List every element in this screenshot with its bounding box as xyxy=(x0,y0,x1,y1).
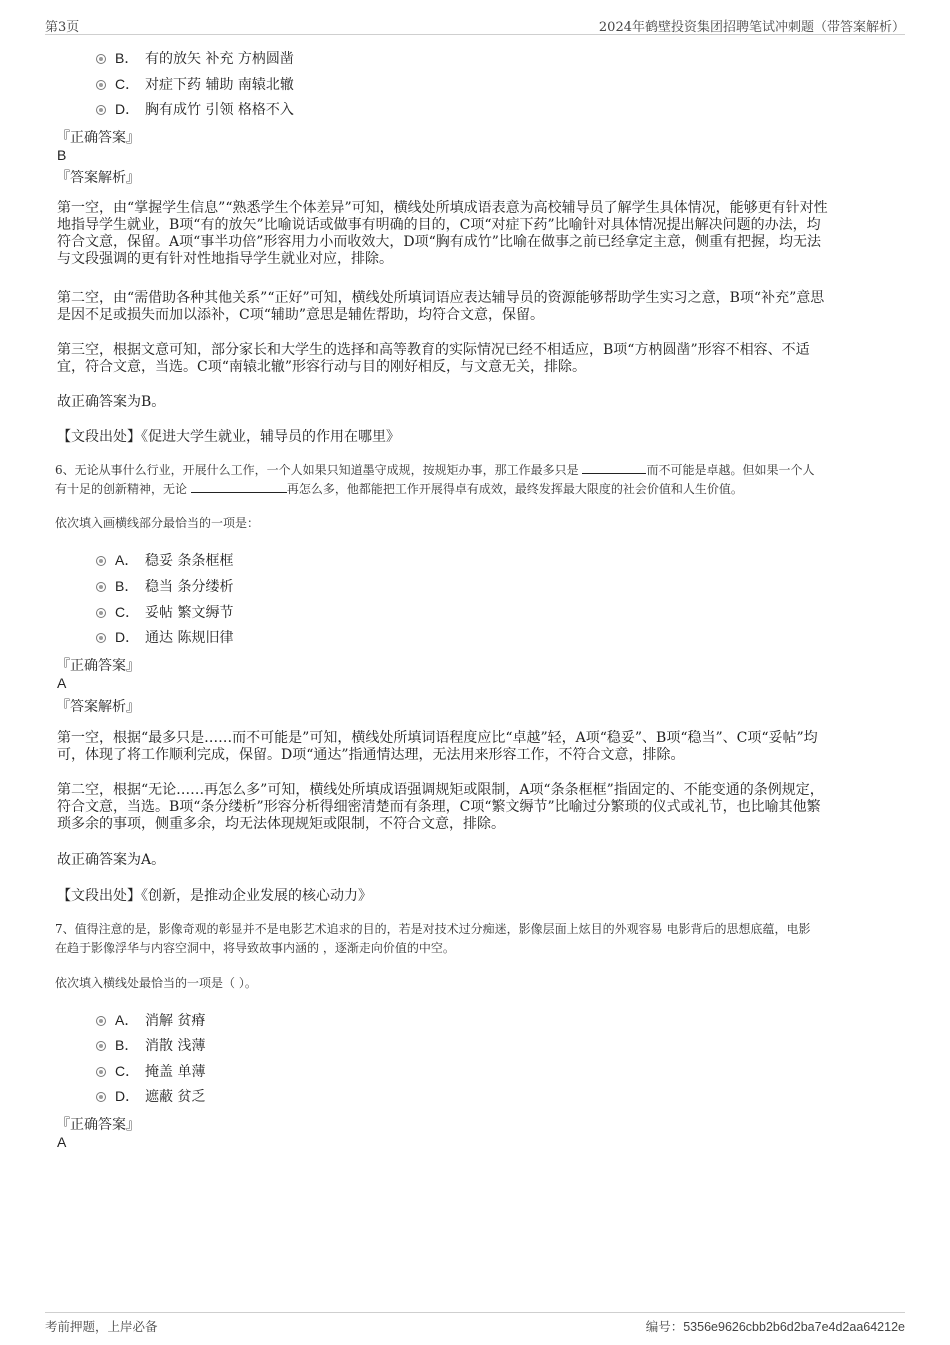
q6-analysis-label: 『答案解析』 xyxy=(56,699,140,715)
option-letter: C． xyxy=(115,76,140,92)
q5-analysis-para-1 xyxy=(57,200,895,268)
line: 符合文意，保留。A项“事半功倍”形容用力小而收效大，D项“胸有成竹”比喻在做事之前已经拿定主意，侧重有把握，均无法 xyxy=(57,234,821,250)
option-text: 有的放矢 补充 方枘圆凿 xyxy=(145,51,294,67)
stem-text: 而不可能是卓越。但如果一个人 xyxy=(646,463,815,477)
line: 符合文意，当选。B项“条分缕析”形容分析得细密清楚而有条理，C项“繁文缛节”比喻过分繁琐的仪式或礼节，也比喻其他繁 xyxy=(57,799,821,815)
document-code xyxy=(646,1317,905,1335)
q7-stem xyxy=(55,920,900,958)
radio-icon[interactable] xyxy=(96,1041,106,1051)
option-letter: B． xyxy=(115,578,139,594)
option-text: 遮蔽 贫乏 xyxy=(145,1089,206,1105)
radio-icon[interactable] xyxy=(96,582,106,592)
code-value: 5356e9626cbb2b6d2ba7e4d2aa64212e xyxy=(683,1320,905,1334)
page-header xyxy=(45,14,905,35)
option-letter: C． xyxy=(115,1063,140,1079)
q5-analysis-para-3 xyxy=(57,342,895,376)
q6-answer: A xyxy=(57,675,67,691)
line: 故正确答案为B。 xyxy=(57,394,166,410)
q5-conclusion xyxy=(57,394,895,411)
page-footer xyxy=(45,1312,905,1337)
line: 可，体现了将工作顺利完成，保留。D项“通达”指通情达理，无法用来形容工作，不符合文意，排除。 xyxy=(57,747,685,763)
stem-text: 有十足的创新精神，无论 xyxy=(55,482,191,496)
option-letter: D． xyxy=(115,1088,140,1104)
option-letter: A． xyxy=(115,1012,139,1028)
option-letter: D． xyxy=(115,629,140,645)
option-text: 对症下药 辅助 南辕北辙 xyxy=(145,77,294,93)
q6-answer-label: 『正确答案』 xyxy=(56,658,140,674)
q7-answer-label: 『正确答案』 xyxy=(56,1117,140,1133)
line: 琐多余的事项，侧重多余，均无法体现规矩或限制，不符合文意，排除。 xyxy=(57,816,505,832)
blank-line xyxy=(191,480,287,493)
q6-stem xyxy=(55,461,900,499)
line: 第一空，根据“最多只是……而不可能是”可知，横线处所填词语程度应比“卓越”轻，A项“稳妥”、B项“稳当”、C项“妥帖”均 xyxy=(57,730,818,746)
radio-icon[interactable] xyxy=(96,105,106,115)
q5-answer-label: 『正确答案』 xyxy=(56,130,140,146)
q6-analysis-para-2 xyxy=(57,782,895,833)
radio-icon[interactable] xyxy=(96,608,106,618)
option-letter: A． xyxy=(115,552,139,568)
radio-icon[interactable] xyxy=(96,633,106,643)
line: 第二空，由“需借助各种其他关系”“正好”可知，横线处所填词语应表达辅导员的资源能够帮助学生实习之意，B项“补充”意思 xyxy=(57,290,825,306)
code-label: 编号： xyxy=(645,1319,684,1334)
line: 第二空，根据“无论……再怎么多”可知，横线处所填成语强调规矩或限制，A项“条条框框”指固定的、不能变通的条例规定， xyxy=(57,782,824,798)
line: 故正确答案为A。 xyxy=(57,852,166,868)
footer-note: 考前押题，上岸必备 xyxy=(45,1319,158,1334)
option-letter: C． xyxy=(115,604,140,620)
q5-source: 【文段出处】《促进大学生就业，辅导员的作用在哪里》 xyxy=(57,429,400,445)
option-text: 消散 浅薄 xyxy=(145,1038,206,1054)
radio-icon[interactable] xyxy=(96,80,106,90)
q5-answer: B xyxy=(57,147,67,163)
q6-conclusion xyxy=(57,852,895,869)
option-letter: B． xyxy=(115,1037,139,1053)
radio-icon[interactable] xyxy=(96,556,106,566)
line: 第三空，根据文意可知，部分家长和大学生的选择和高等教育的实际情况已经不相适应，B项“方枘圆凿”形容不相容、不适 xyxy=(57,342,810,358)
q7-answer: A xyxy=(57,1134,67,1150)
line: 地指导学生就业，B项“有的放矢”比喻说话或做事有明确的目的，C项“对症下药”比喻针对具体情况提出解决问题的办法，均 xyxy=(57,217,821,233)
option-text: 掩盖 单薄 xyxy=(145,1064,206,1080)
document-title: 2024年鹤壁投资集团招聘笔试冲刺题（带答案解析） xyxy=(598,20,905,35)
option-text: 稳当 条分缕析 xyxy=(145,579,234,595)
radio-icon[interactable] xyxy=(96,54,106,64)
stem-line: 7、值得注意的是，影像奇观的彰显并不是电影艺术追求的目的，若是对技术过分痴迷，影像层面上炫目的外观容易 电影背后的思想底蕴，电影 xyxy=(55,922,811,936)
line: 是因不足或损失而加以添补，C项“辅助”意思是辅佐帮助，均符合文意，保留。 xyxy=(57,307,545,323)
line: 宜，符合文意，当选。C项“南辕北辙”形容行动与目的刚好相反，与文意无关，排除。 xyxy=(57,359,587,375)
option-letter: B． xyxy=(115,50,139,66)
stem-text: 6、无论从事什么行业，开展什么工作，一个人如果只知道墨守成规，按规矩办事，那工作最多只是 xyxy=(55,463,583,477)
q6-source: 【文段出处】《创新，是推动企业发展的核心动力》 xyxy=(57,888,372,904)
line: 第一空，由“掌握学生信息”“熟悉学生个体差异”可知，横线处所填成语表意为高校辅导员了解学生具体情况，能够更有针对性 xyxy=(57,200,828,216)
radio-icon[interactable] xyxy=(96,1067,106,1077)
stem-text: 再怎么多，他都能把工作开展得卓有成效，最终发挥最大限度的社会价值和人生价值。 xyxy=(286,482,743,496)
q7-prompt: 依次填入横线处最恰当的一项是（ ）。 xyxy=(55,976,257,990)
option-text: 稳妥 条条框框 xyxy=(145,553,234,569)
page-number: 第3页 xyxy=(45,20,80,35)
line: 与文段强调的更有针对性地指导学生就业对应，排除。 xyxy=(57,251,393,267)
blank-line xyxy=(582,461,646,474)
option-text: 消解 贫瘠 xyxy=(145,1013,206,1029)
radio-icon[interactable] xyxy=(96,1016,106,1026)
q6-analysis-para-1 xyxy=(57,730,895,764)
option-text: 妥帖 繁文缛节 xyxy=(145,605,234,621)
radio-icon[interactable] xyxy=(96,1092,106,1102)
q5-analysis-label: 『答案解析』 xyxy=(56,170,140,186)
q6-prompt: 依次填入画横线部分最恰当的一项是： xyxy=(55,516,260,530)
option-text: 通达 陈规旧律 xyxy=(145,630,234,646)
stem-line: 在趋于影像浮华与内容空洞中，将导致故事内涵的 ，逐渐走向价值的中空。 xyxy=(55,941,455,955)
option-letter: D． xyxy=(115,101,140,117)
q5-analysis-para-2 xyxy=(57,290,895,324)
option-text: 胸有成竹 引领 格格不入 xyxy=(145,102,294,118)
